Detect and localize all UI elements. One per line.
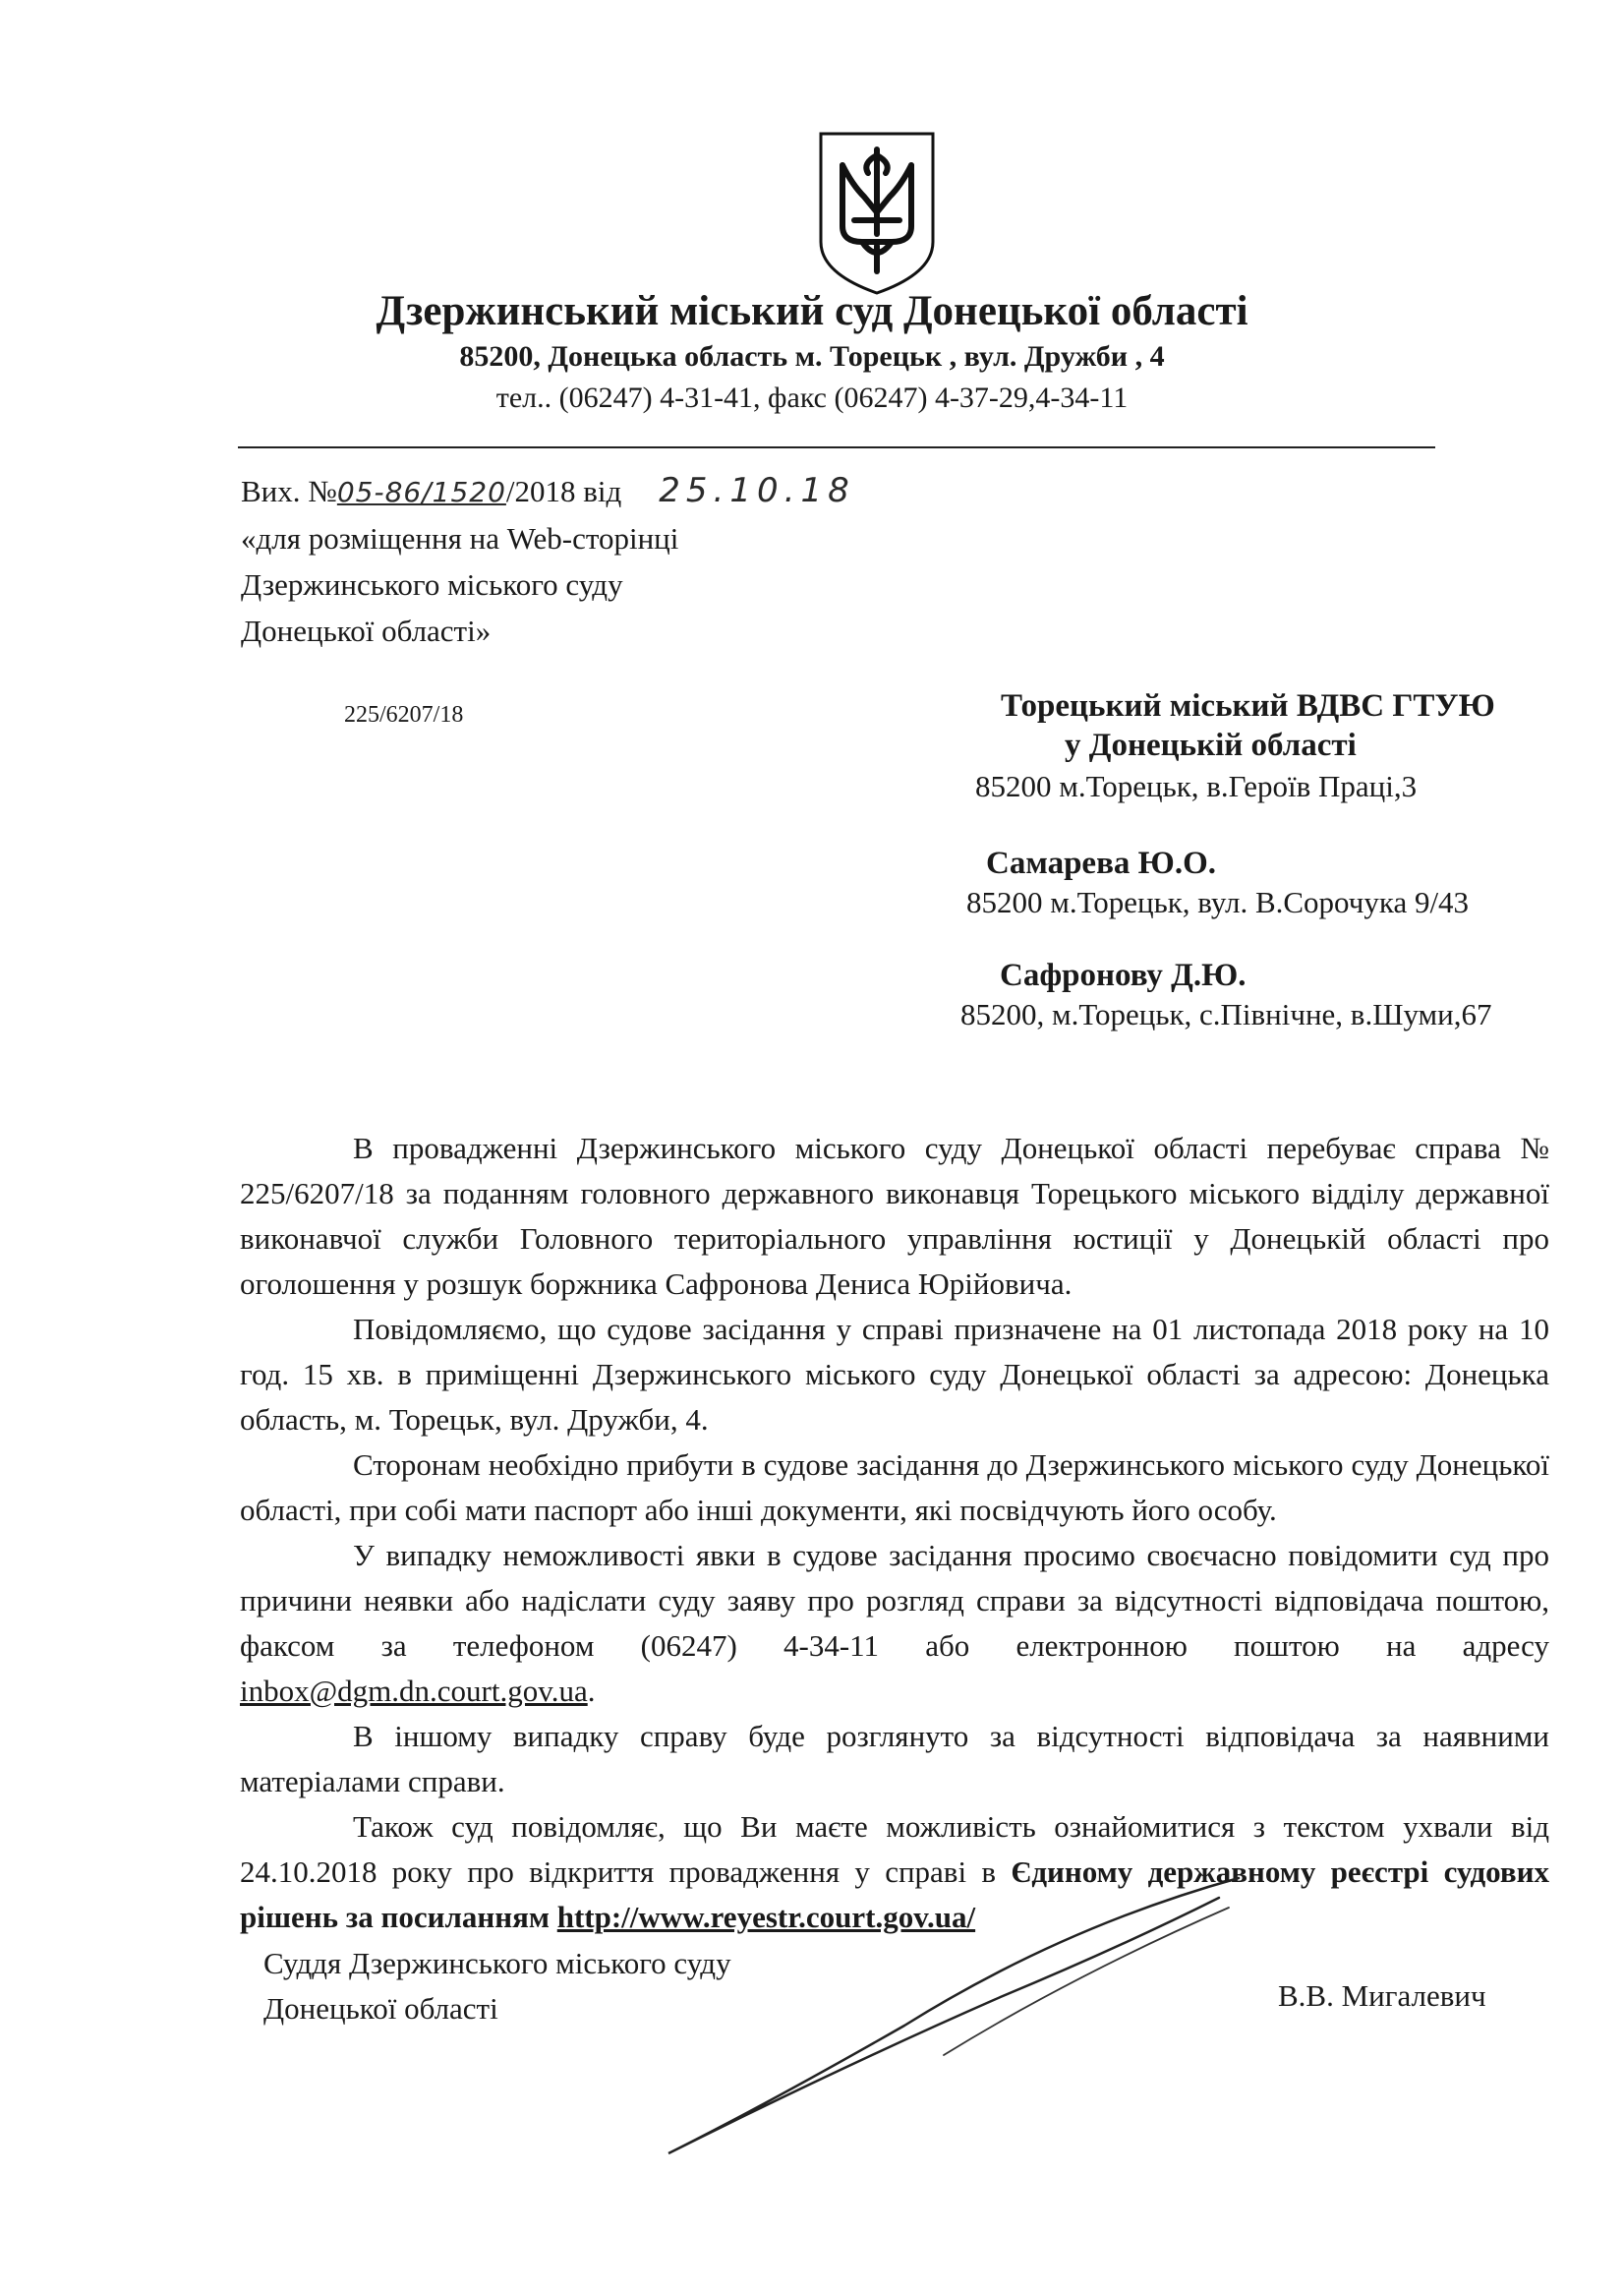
body-paragraph: Повідомляємо, що судове засідання у справі призначене на 01 листопада 2018 року на 10 год. 15 хв. в приміщенні Дзержинського міського суду Донецької області за адресою: Донецька область, м. Торецьк, вул. Дружби, 4.	[240, 1312, 1549, 1437]
recipient-3-address: 85200, м.Торецьк, с.Північне, в.Шуми,67	[960, 997, 1492, 1031]
web-note-line3: Донецької області»	[241, 614, 492, 648]
recipient-2-address: 85200 м.Торецьк, вул. В.Сорочука 9/43	[966, 885, 1470, 919]
body-paragraph: В іншому випадку справу буде розглянуто за відсутності відповідача за наявними матеріалами справи.	[240, 1719, 1549, 1798]
judge-name: В.В. Мигалевич	[1278, 1978, 1486, 2013]
registry-link[interactable]: http://www.reyestr.court.gov.ua/	[556, 1900, 976, 1934]
body-paragraph: Сторонам необхідно прибути в судове засідання до Дзержинського міського суду Донецької області, при собі мати паспорт або інші документи, які посвідчують його особу.	[240, 1447, 1549, 1527]
recipient-2-name: Самарева Ю.О.	[986, 846, 1216, 881]
registry-name: Єдиному державному реєстрі судових рішень за посиланням	[240, 1854, 1549, 1934]
recipient-1-address: 85200 м.Торецьк, в.Героїв Праці,3	[975, 769, 1418, 803]
web-note-line2: Дзержинського міського суду	[241, 567, 623, 602]
letter-body	[240, 1126, 1549, 1940]
body-paragraph: В провадженні Дзержинського міського суду Донецької області перебуває справа № 225/6207/18 за поданням головного державного виконавця Торецького міського відділу державної виконавчої служби Головного територіального управління юстиції у Донецькій області про оголошення у розшук боржника Сафронова Дениса Юрійовича.	[240, 1131, 1549, 1301]
email-link[interactable]: inbox@dgm.dn.court.gov.ua	[240, 1674, 588, 1708]
court-name: Дзержинський міський суд Донецької області	[376, 288, 1248, 334]
case-reference: 225/6207/18	[344, 702, 464, 728]
header-divider	[238, 446, 1435, 448]
outgoing-prefix: Вих. №	[241, 474, 337, 508]
judge-title-line1: Суддя Дзержинського міського суду	[263, 1946, 731, 1980]
body-paragraph: У випадку неможливості явки в судове засідання просимо своєчасно повідомити суд про причини неявки або надіслати суду заяву про розгляд справи за відсутності відповідача поштою, факсом за телефоном (06247) 4-34-11 або електронною поштою на адресу inbox@dgm.dn.court.gov.ua.	[240, 1538, 1549, 1708]
handwritten-signature-icon	[649, 1868, 1258, 2163]
web-note-line1: «для розміщення на Web-сторінці	[241, 521, 679, 556]
outgoing-date: 25.10.18	[659, 471, 855, 510]
recipient-1-name: Торецький міський ВДВС ГТУЮ	[1001, 688, 1495, 724]
body-paragraph: Також суд повідомляє, що Ви маєте можливість ознайомитися з текстом ухвали від 24.10.2018 року про відкриття провадження у справі в Єдиному державному реєстрі судових рішень за посиланням http://www.reyestr.court.gov.ua/	[240, 1809, 1549, 1934]
recipient-1-region: у Донецькій області	[1065, 728, 1357, 763]
outgoing-block	[241, 468, 855, 654]
trident-coat-of-arms-icon	[803, 126, 951, 298]
court-phones: тел.. (06247) 4-31-41, факс (06247) 4-37-29,4-34-11	[495, 382, 1129, 414]
outgoing-year: /2018 від	[505, 474, 622, 508]
court-address: 85200, Донецька область м. Торецьк , вул. Дружби , 4	[459, 340, 1165, 373]
outgoing-number: 05-86/1520	[336, 476, 506, 508]
judge-title-line2: Донецької області	[263, 1991, 498, 2026]
recipient-3-name: Сафронову Д.Ю.	[1000, 958, 1247, 993]
